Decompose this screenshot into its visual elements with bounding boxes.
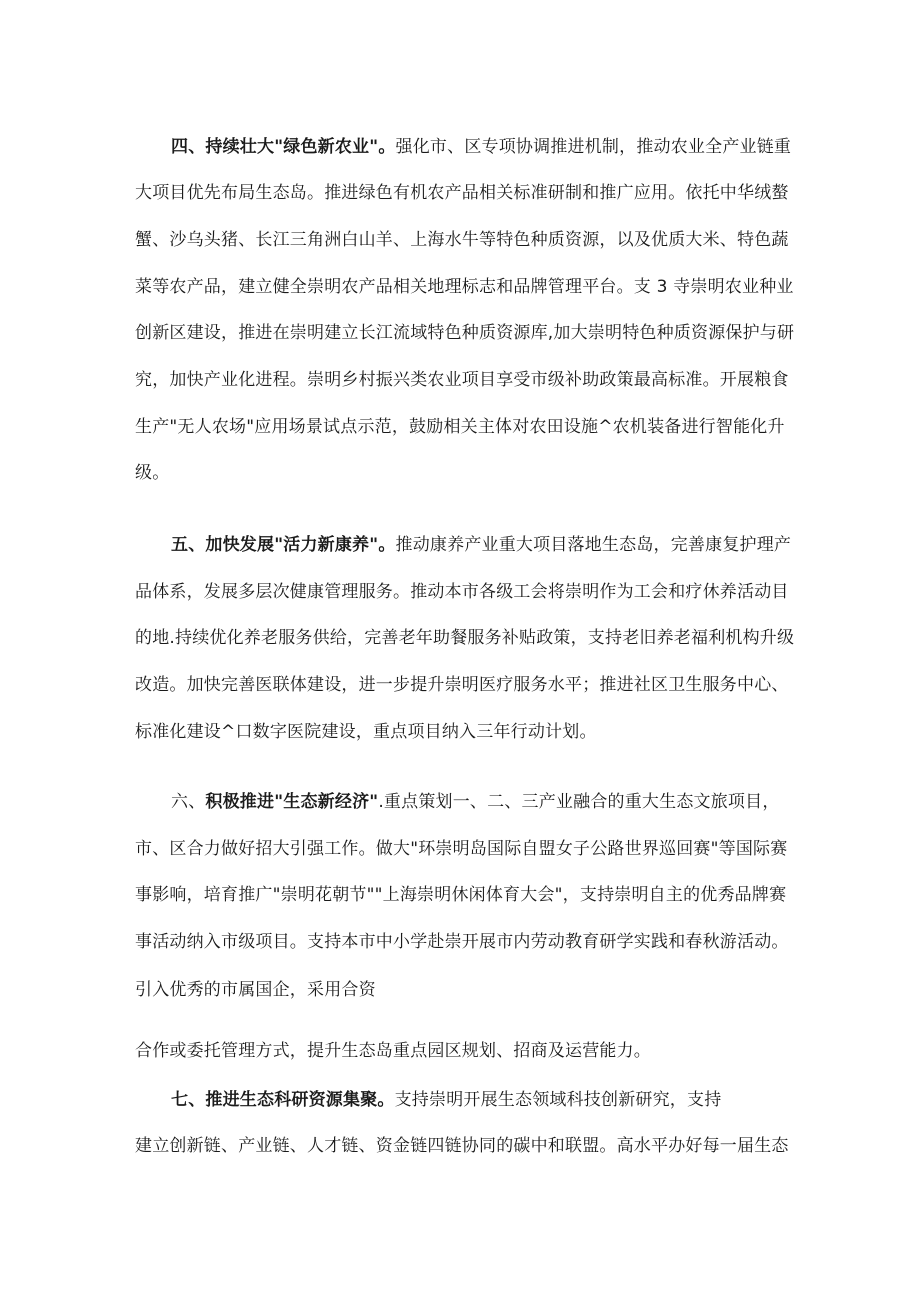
paragraph-line: 七、推进生态科研资源集聚。支持崇明开展生态领域科技创新研究，支持 <box>171 1090 722 1110</box>
paragraph-line: 六、积极推进"生态新经济".重点策划一、二、三产业融合的重大生态文旅项目， <box>171 792 780 812</box>
section-number: 六、 <box>171 792 206 812</box>
paragraph-line: 五、加快发展"活力新康养"。推动康养产业重大项目落地生态岛，完善康复护理产 <box>171 535 792 555</box>
paragraph-line: 菜等农产品，建立健全崇明农产品相关地理标志和品牌管理平台。支 3 寺崇明农业种业 <box>135 277 794 297</box>
paragraph-line: 品体系，发展多层次健康管理服务。推动本市各级工会将崇明作为工会和疗休养活动目 <box>135 582 789 602</box>
section-heading: 五、加快发展"活力新康养"。 <box>171 535 396 555</box>
paragraph-line: 改造。加快完善医联体建设，进一步提升崇明医疗服务水平；推进社区卫生服务中心、 <box>135 675 789 695</box>
paragraph-line: 引入优秀的市属国企，采用合资 <box>135 980 376 1000</box>
paragraph-line: 建立创新链、产业链、人才链、资金链四链协同的碳中和联盟。高水平办好每一届生态 <box>135 1136 789 1156</box>
paragraph-line: 生产"无人农场"应用场景试点示范，鼓励相关主体对农田设施^农机装备进行智能化升 <box>135 417 785 437</box>
paragraph-line: 市、区合力做好招大引强工作。做大"环崇明岛国际自盟女子公路世界巡回赛"等国际赛 <box>135 839 788 859</box>
section-heading: 七、推进生态科研资源集聚。 <box>171 1090 395 1110</box>
paragraph-line: 大项目优先布局生态岛。推进绿色有机农产品相关标准研制和推广应用。依托中华绒螯 <box>135 183 789 203</box>
paragraph-line: 事活动纳入市级项目。支持本市中小学赴崇开展市内劳动教育研学实践和春秋游活动。 <box>135 932 789 952</box>
paragraph-line: 的地.持续优化养老服务供给，完善老年助餐服务补贴政策，支持老旧养老福利机构升级 <box>135 628 795 648</box>
paragraph-line: 创新区建设，推进在崇明建立长江流域特色种质资源库,加大崇明特色种质资源保护与研 <box>135 323 795 343</box>
paragraph-line: 级。 <box>135 463 170 483</box>
paragraph-line: 合作或委托管理方式，提升生态岛重点园区规划、招商及运营能力。 <box>135 1041 651 1061</box>
paragraph-line: 究，加快产业化进程。崇明乡村振兴类农业项目享受市级补助政策最高标准。开展粮食 <box>135 370 789 390</box>
paragraph-line: 标准化建设^口数字医院建设，重点项目纳入三年行动计划。 <box>135 722 597 742</box>
paragraph-line: 蟹、沙乌头猪、长江三角洲白山羊、上海水牛等特色种质资源，以及优质大米、特色蔬 <box>135 230 789 250</box>
section-heading: 积极推进"生态新经济" <box>205 792 379 812</box>
section-heading: 四、持续壮大"绿色新农业"。 <box>171 137 396 157</box>
paragraph-line: 事影响，培育推广"崇明花朝节""上海崇明休闲体育大会"，支持崇明自主的优秀品牌赛 <box>135 885 787 905</box>
paragraph-line: 四、持续壮大"绿色新农业"。强化市、区专项协调推进机制，推动农业全产业链重 <box>171 137 792 157</box>
